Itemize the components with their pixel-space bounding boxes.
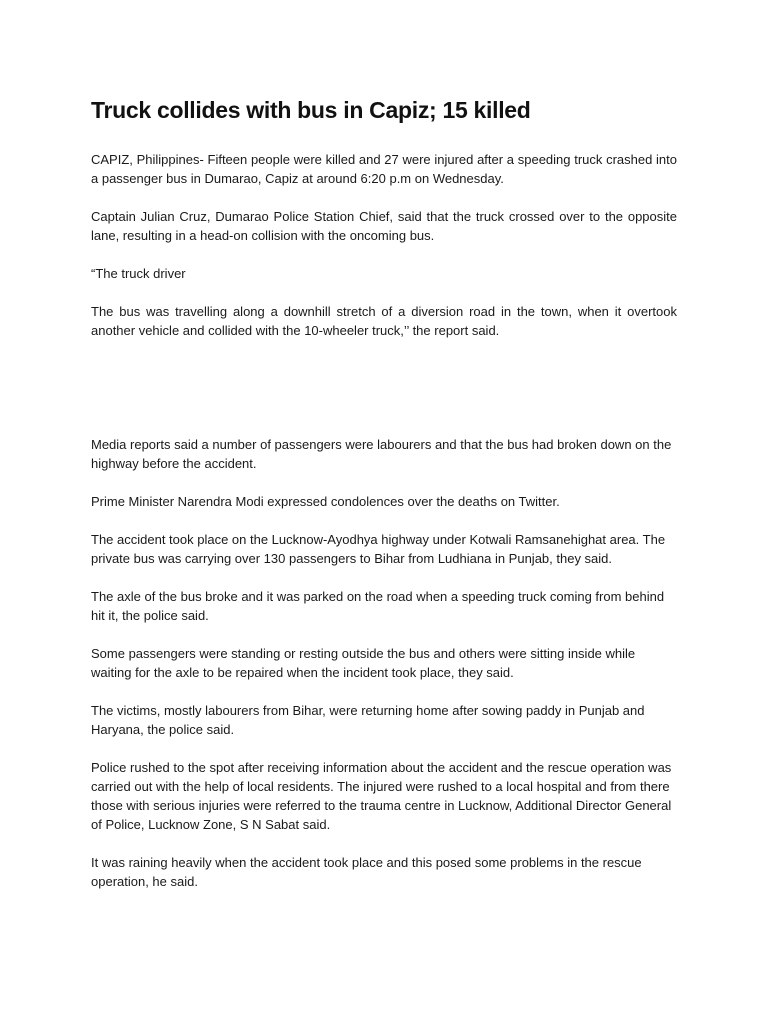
article-title: Truck collides with bus in Capiz; 15 killed xyxy=(91,97,531,123)
body-paragraph-7: Police rushed to the spot after receiving information about the accident and the rescue operation was carried out with the help of local residents. The injured were rushed to a local hospital and from there those with serious injuries were referred to the trauma centre in Lucknow, Additional Director General of Police, Lucknow Zone, S N Sabat said. xyxy=(91,760,672,832)
body-paragraph-3: The accident took place on the Lucknow-Ayodhya highway under Kotwali Ramsanehighat area. The private bus was carrying over 130 passengers to Bihar from Ludhiana in Punjab, they said. xyxy=(91,532,666,566)
body-paragraph-6: The victims, mostly labourers from Bihar, were returning home after sowing paddy in Punjab and Haryana, the police said. xyxy=(91,703,645,737)
intro-paragraph-1: CAPIZ, Philippines- Fifteen people were killed and 27 were injured after a speeding truck crashed into a passenger bus in Dumarao, Capiz at around 6:20 p.m on Wednesday. xyxy=(91,152,677,186)
intro-paragraph-2: Captain Julian Cruz, Dumarao Police Station Chief, said that the truck crossed over to the opposite lane, resulting in a head-on collision with the oncoming bus. xyxy=(91,209,677,243)
intro-paragraph-4: The bus was travelling along a downhill stretch of a diversion road in the town, when it overtook another vehicle and collided with the 10-wheeler truck,’’ the report said. xyxy=(91,304,677,338)
document-page xyxy=(91,94,677,910)
body-paragraph-2: Prime Minister Narendra Modi expressed condolences over the deaths on Twitter. xyxy=(91,494,560,509)
body-paragraph-1: Media reports said a number of passengers were labourers and that the bus had broken down on the highway before the accident. xyxy=(91,437,672,471)
body-paragraph-4: The axle of the bus broke and it was parked on the road when a speeding truck coming from behind hit it, the police said. xyxy=(91,589,665,623)
body-paragraph-8: It was raining heavily when the accident took place and this posed some problems in the rescue operation, he said. xyxy=(91,855,642,889)
blank-space xyxy=(91,359,677,435)
intro-paragraph-3: “The truck driver xyxy=(91,266,186,281)
body-paragraph-5: Some passengers were standing or resting outside the bus and others were sitting inside while waiting for the axle to be repaired when the incident took place, they said. xyxy=(91,646,636,680)
